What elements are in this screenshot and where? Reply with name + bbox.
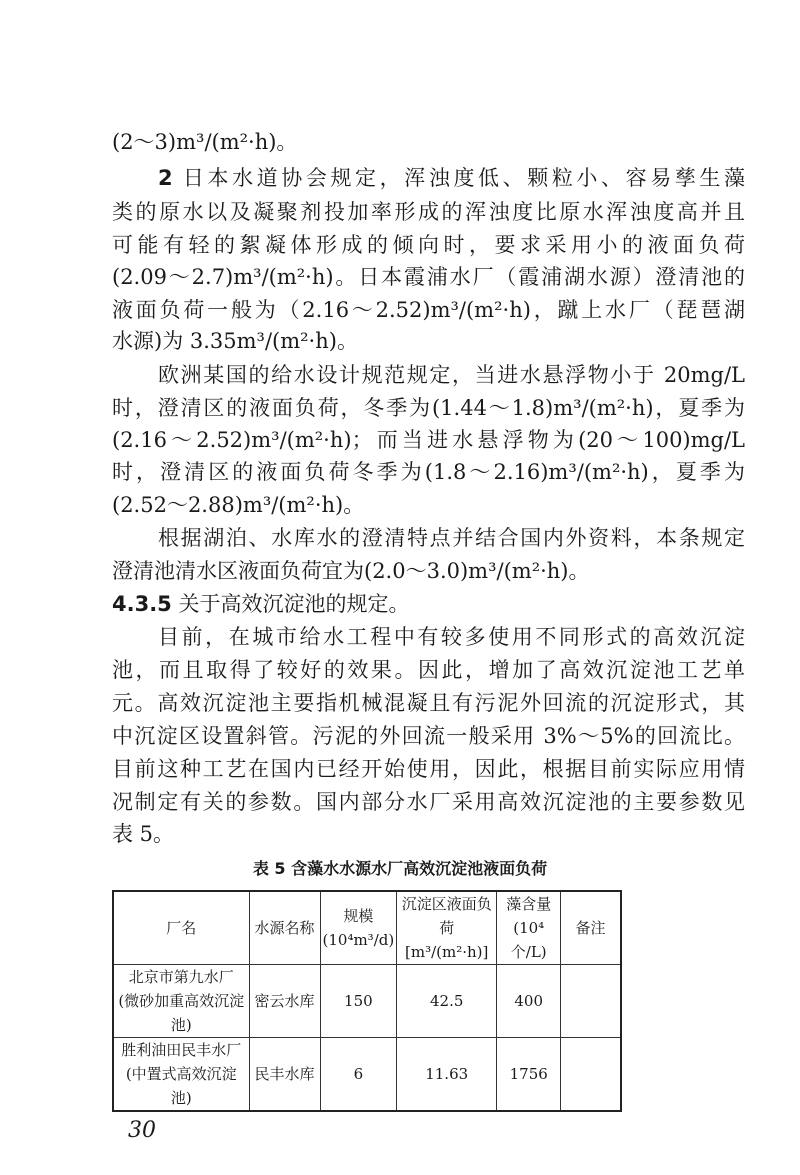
header-surface-load: 沉淀区液面负荷 [m³/(m²·h)] bbox=[397, 891, 497, 965]
header-plant-name: 厂名 bbox=[113, 891, 249, 965]
table-row bbox=[113, 1038, 621, 1112]
cell-surface-load: 11.63 bbox=[397, 1038, 497, 1112]
header-algae: 藻含量 (10⁴ 个/L) bbox=[497, 891, 561, 965]
text-line: 况制定有关的参数。国内部分水厂采用高效沉淀池的主要参数见 bbox=[112, 790, 745, 814]
text-line: 表 5。 bbox=[112, 822, 175, 846]
text-line: 时，澄清区的液面负荷冬季为(1.8～2.16)m³/(m²·h)，夏季为 bbox=[112, 460, 745, 484]
text-line: 2 日本水道协会规定，浑浊度低、颗粒小、容易孳生藻 bbox=[158, 166, 745, 190]
lead-number: 4.3.5 bbox=[112, 592, 172, 616]
text-line: 中沉淀区设置斜管。污泥的外回流一般采用 3%～5%的回流比。 bbox=[112, 724, 745, 748]
cell-notes bbox=[561, 1038, 621, 1112]
table-row bbox=[113, 965, 621, 1038]
lead-number: 2 bbox=[158, 166, 173, 190]
cell-water-source: 密云水库 bbox=[249, 965, 320, 1038]
text-line: 目前这种工艺在国内已经开始使用，因此，根据目前实际应用情 bbox=[112, 757, 745, 781]
text-line: 水源)为 3.35m³/(m²·h)。 bbox=[112, 329, 358, 353]
table-caption: 表 5 含藻水水源水厂高效沉淀池液面负荷 bbox=[252, 859, 548, 878]
text-line: 液面负荷一般为（2.16～2.52)m³/(m²·h)，蹴上水厂（琵琶湖 bbox=[112, 298, 745, 322]
cell-notes bbox=[561, 965, 621, 1038]
text-line: 欧洲某国的给水设计规范规定，当进水悬浮物小于 20mg/L bbox=[158, 363, 745, 387]
header-water-source: 水源名称 bbox=[249, 891, 320, 965]
text-line: (2.16～2.52)m³/(m²·h)；而当进水悬浮物为(20～100)mg/L bbox=[112, 428, 745, 452]
text-line: 时，澄清区的液面负荷，冬季为(1.44～1.8)m³/(m²·h)，夏季为 bbox=[112, 396, 745, 420]
header-notes: 备注 bbox=[561, 891, 621, 965]
text-line: 池，而且取得了较好的效果。因此，增加了高效沉淀池工艺单 bbox=[112, 658, 745, 682]
cell-surface-load: 42.5 bbox=[397, 965, 497, 1038]
text-line: 可能有轻的絮凝体形成的倾向时，要求采用小的液面负荷 bbox=[112, 233, 745, 257]
page-number: 30 bbox=[128, 1118, 156, 1143]
cell-algae: 400 bbox=[497, 965, 561, 1038]
text-line: (2～3)m³/(m²·h)。 bbox=[112, 130, 298, 154]
cell-algae: 1756 bbox=[497, 1038, 561, 1112]
table-header-row bbox=[113, 891, 621, 965]
section-heading: 4.3.5 关于高效沉淀池的规定。 bbox=[112, 592, 410, 616]
text-line: 根据湖泊、水库水的澄清特点并结合国内外资料，本条规定 bbox=[158, 526, 745, 550]
data-table bbox=[112, 890, 622, 1112]
text-line: 类的原水以及凝聚剂投加率形成的浑浊度比原水浑浊度高并且 bbox=[112, 200, 745, 224]
cell-plant-name: 胜利油田民丰水厂 (中置式高效沉淀池) bbox=[113, 1038, 249, 1112]
cell-scale: 6 bbox=[320, 1038, 397, 1112]
header-scale: 规模 (10⁴m³/d) bbox=[320, 891, 397, 965]
text-line: 目前，在城市给水工程中有较多使用不同形式的高效沉淀 bbox=[158, 625, 745, 649]
text-line: (2.52～2.88)m³/(m²·h)。 bbox=[112, 493, 365, 517]
text-line: 澄清池清水区液面负荷宜为(2.0～3.0)m³/(m²·h)。 bbox=[112, 559, 590, 583]
cell-scale: 150 bbox=[320, 965, 397, 1038]
text-line: (2.09～2.7)m³/(m²·h)。日本霞浦水厂（霞浦湖水源）澄清池的 bbox=[112, 265, 745, 289]
text-line: 元。高效沉淀池主要指机械混凝且有污泥外回流的沉淀形式，其 bbox=[112, 691, 745, 715]
cell-water-source: 民丰水库 bbox=[249, 1038, 320, 1112]
cell-plant-name: 北京市第九水厂 (微砂加重高效沉淀池) bbox=[113, 965, 249, 1038]
